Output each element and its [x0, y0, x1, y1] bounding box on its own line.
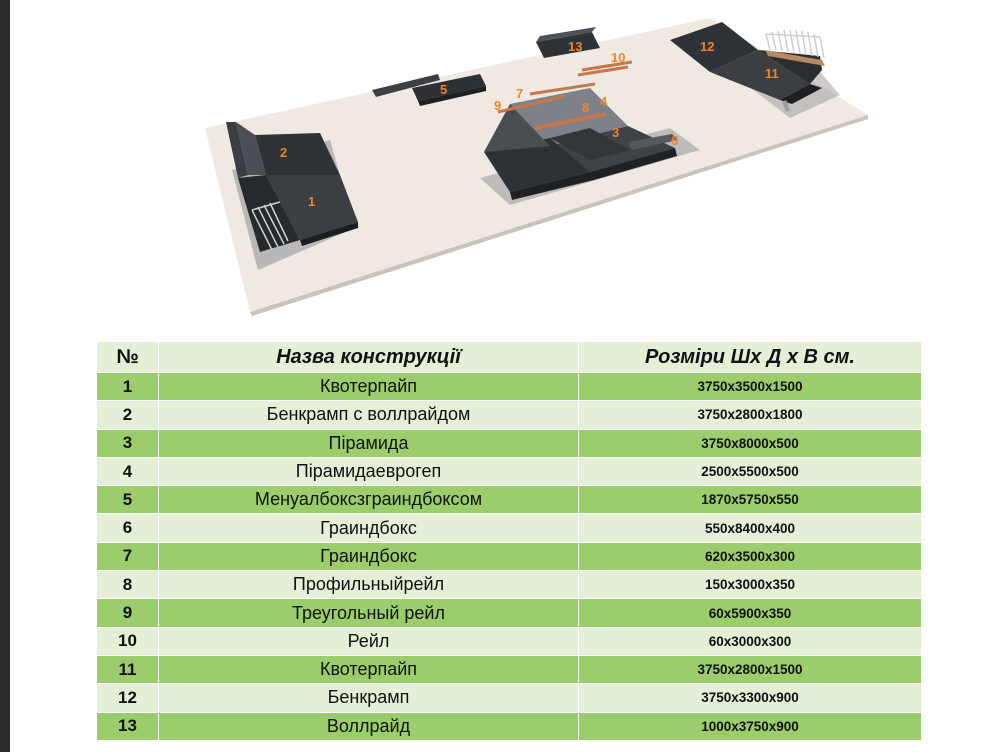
row-name: Квотерпайп: [159, 655, 579, 683]
row-number: 7: [97, 542, 159, 570]
label-11: 11: [765, 66, 779, 81]
header-number: №: [97, 342, 159, 373]
header-dimensions: Розміри Шх Д х В см.: [579, 342, 922, 373]
row-name: Граиндбокс: [159, 542, 579, 570]
label-4: 4: [600, 94, 608, 109]
table-row: [97, 457, 922, 485]
table-header-row: [97, 342, 922, 373]
row-number: 12: [97, 684, 159, 712]
row-name: Менуалбоксзграиндбоксом: [159, 486, 579, 514]
table-row: [97, 429, 922, 457]
table-body: [97, 373, 922, 741]
label-3: 3: [612, 125, 620, 140]
row-dimensions: 550x8400x400: [579, 514, 922, 542]
row-name: Квотерпайп: [159, 373, 579, 401]
label-7: 7: [516, 86, 524, 101]
row-name: Пірамида: [159, 429, 579, 457]
label-1: 1: [308, 194, 316, 209]
label-10: 10: [611, 50, 626, 65]
label-12: 12: [700, 39, 715, 54]
row-dimensions: 2500x5500x500: [579, 457, 922, 485]
row-dimensions: 620x3500x300: [579, 542, 922, 570]
row-number: 9: [97, 599, 159, 627]
row-name: Профильныйрейл: [159, 571, 579, 599]
row-dimensions: 1000x3750x900: [579, 712, 922, 740]
row-dimensions: 3750x3300x900: [579, 684, 922, 712]
row-number: 6: [97, 514, 159, 542]
row-number: 8: [97, 571, 159, 599]
label-8: 8: [582, 100, 590, 115]
row-dimensions: 3750x2800x1500: [579, 655, 922, 683]
row-name: Рейл: [159, 627, 579, 655]
skatepark-illustration: [10, 0, 988, 330]
row-name: Треугольный рейл: [159, 599, 579, 627]
table-row: [97, 684, 922, 712]
label-5: 5: [440, 82, 448, 97]
label-13: 13: [568, 39, 583, 54]
row-number: 3: [97, 429, 159, 457]
table-row: [97, 712, 922, 740]
row-name: Пірамидаеврогеп: [159, 457, 579, 485]
row-number: 11: [97, 655, 159, 683]
table-row: [97, 401, 922, 429]
row-dimensions: 3750x3500x1500: [579, 373, 922, 401]
row-number: 10: [97, 627, 159, 655]
row-dimensions: 3750x2800x1800: [579, 401, 922, 429]
specs-table: [96, 341, 922, 741]
row-dimensions: 60x5900x350: [579, 599, 922, 627]
row-name: Бенкрамп: [159, 684, 579, 712]
document-page: [10, 0, 988, 752]
header-name: Назва конструкції: [159, 342, 579, 373]
table-row: [97, 655, 922, 683]
label-9: 9: [494, 98, 502, 113]
row-name: Граиндбокс: [159, 514, 579, 542]
row-dimensions: 1870x5750x550: [579, 486, 922, 514]
row-number: 4: [97, 457, 159, 485]
table-row: [97, 542, 922, 570]
row-name: Воллрайд: [159, 712, 579, 740]
row-dimensions: 3750x8000x500: [579, 429, 922, 457]
row-dimensions: 150x3000x350: [579, 571, 922, 599]
row-number: 2: [97, 401, 159, 429]
row-dimensions: 60x3000x300: [579, 627, 922, 655]
table-row: [97, 373, 922, 401]
table-row: [97, 599, 922, 627]
table-row: [97, 486, 922, 514]
label-2: 2: [280, 145, 288, 160]
table-row: [97, 514, 922, 542]
row-number: 5: [97, 486, 159, 514]
row-number: 1: [97, 373, 159, 401]
skatepark-render: [10, 0, 988, 330]
table-row: [97, 627, 922, 655]
row-number: 13: [97, 712, 159, 740]
label-6: 6: [671, 133, 679, 148]
table-row: [97, 571, 922, 599]
row-name: Бенкрамп с воллрайдом: [159, 401, 579, 429]
